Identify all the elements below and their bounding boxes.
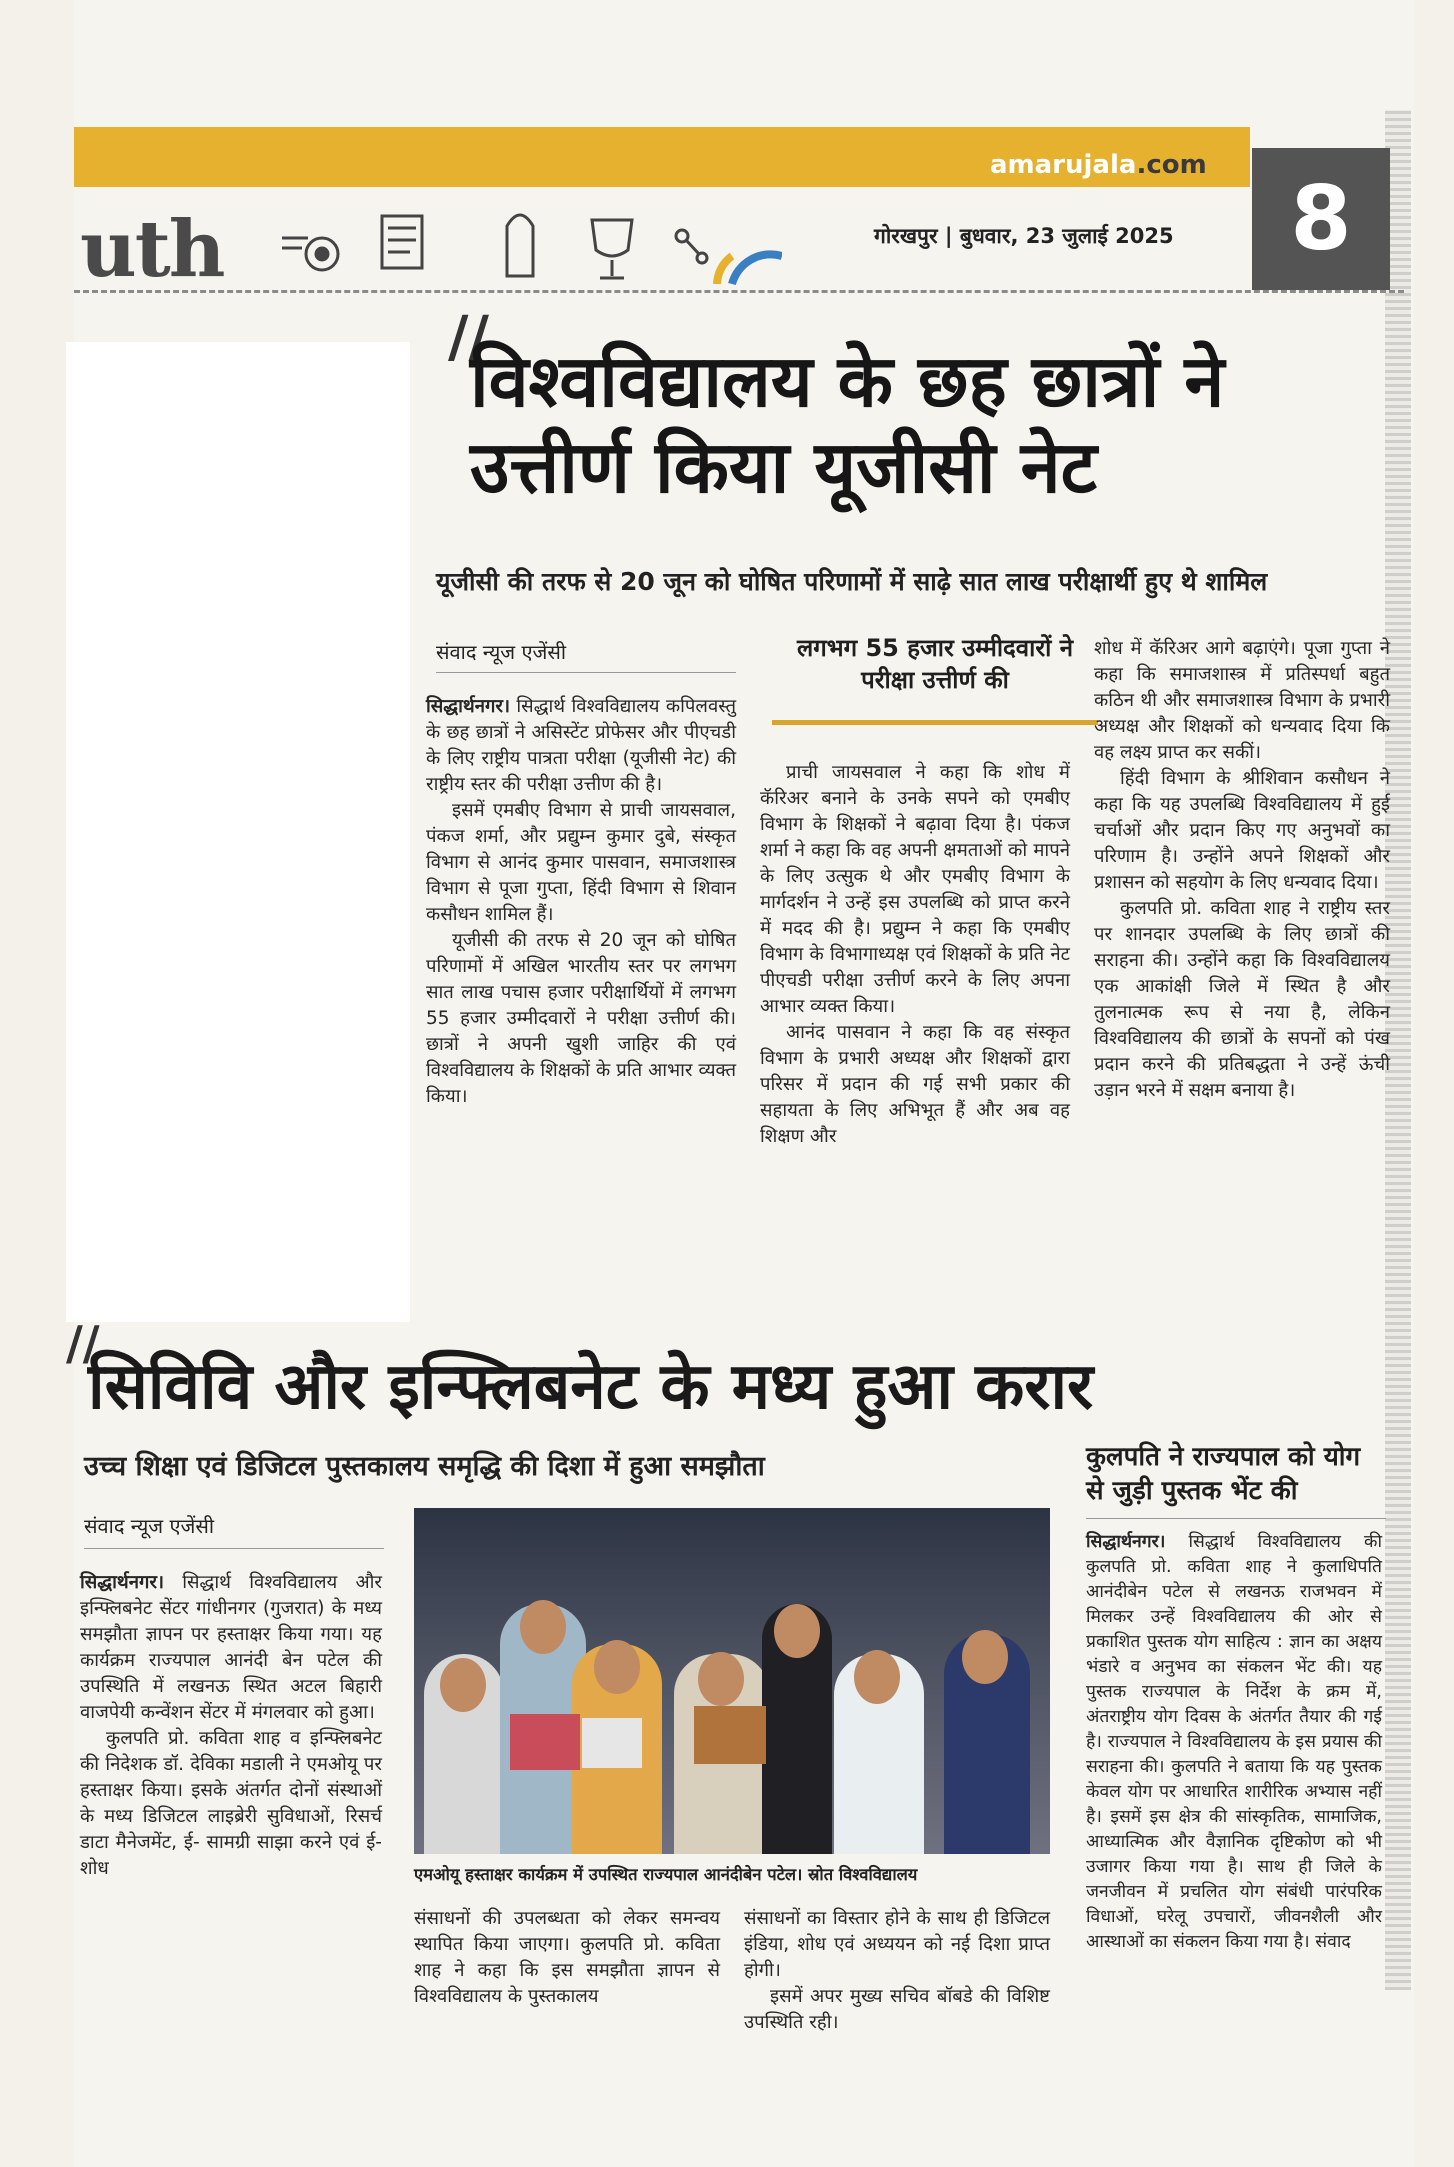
pull-quote-bar [772, 720, 1098, 725]
story1-subheadline: यूजीसी की तरफ से 20 जून को घोषित परिणामों में साढ़े सात लाख परीक्षार्थी हुए थे शामिल [436, 567, 1268, 596]
story1-column-1: सिद्धार्थनगर। सिद्धार्थ विश्वविद्यालय कपिलवस्तु के छह छात्रों ने असिस्टेंट प्रोफेसर और पीएचडी के लिए राष्ट्रीय पात्रता परीक्षा (यूजीसी नेट) की राष्ट्रीय स्तर की परीक्षा उत्तीण की है। इसमें एमबीए विभाग से प्राची जायसवाल, पंकज शर्मा, और प्रद्युम्न कुमार दुबे, संस्कृत विभाग से आनंद कुमार पासवान, समाजशास्त्र विभाग से पूजा गुप्ता, हिंदी विभाग से शिवान कसौधन शामिल हैं। यूजीसी की तरफ से 20 जून को घोषित परिणामों में अखिल भारतीय स्तर पर लगभग सात लाख पचास हजार परीक्षार्थियों में लगभग 55 हजार उम्मीदवारों ने परीक्षा उत्तीर्ण की। छात्रों ने अपनी खुशी जाहिर की एवं विश्वविद्यालय के शिक्षकों के प्रति आभार व्यक्त किया। [426, 696, 736, 1107]
story2-byline: संवाद न्यूज एजेंसी [84, 1514, 215, 1538]
story1-column-3: शोध में कॅरिअर आगे बढ़ाएंगे। पूजा गुप्ता ने कहा कि समाजशास्त्र में प्रतिस्पर्धा बहुत कठिन थी और समाजशास्त्र विभाग के प्रभारी अध्यक्ष और शिक्षकों को धन्यवाद दिया कि वह लक्ष्य प्राप्त कर सकीं। हिंदी विभाग के श्रीशिवान कसौधन ने कहा कि यह उपलब्धि विश्वविद्यालय में हुई चर्चाओं और प्रदान किए गए अनुभवों का परिणाम है। उन्होंने अपने शिक्षकों और प्रशासन को सहयोग के लिए धन्यवाद दिया। कुलपति प्रो. कविता शाह ने राष्ट्रीय स्तर पर शानदार उपलब्धि के लिए छात्रों की सराहना की। उन्होंने कहा कि विश्वविद्यालय एक आकांक्षी जिले में स्थित है और तुलनात्मक रूप से नया है, लेकिन विश्वविद्यालय की छात्रों के सपनों को पंख प्रदान करने की प्रतिबद्धता ने उन्हें ऊंची उड़ान भरने में सक्षम बनाया है। [1094, 638, 1390, 1101]
story3-rule [1086, 1518, 1386, 1519]
trophy-icon [592, 220, 632, 256]
headline-mark: // [66, 1316, 100, 1370]
dateline: गोरखपुर | बुधवार, 23 जुलाई 2025 [874, 224, 1174, 248]
byline-rule [84, 1548, 384, 1549]
mou-signing-photo [414, 1508, 1050, 1854]
story2-column-2: संसाधनों की उपलब्धता को लेकर समन्वय स्थापित किया जाएगा। कुलपति प्रो. कविता शाह ने कहा कि इस समझौता ज्ञापन से विश्वविद्यालय के पुस्तकालय [414, 1908, 720, 2007]
page-number: 8 [1252, 148, 1390, 290]
byline-rule [436, 672, 736, 673]
rocket-icon [507, 215, 533, 276]
story3-body: सिद्धार्थनगर। सिद्धार्थ विश्वविद्यालय की कुलपति प्रो. कविता शाह ने कुलाधिपति आनंदीबेन पटेल से लखनऊ राजभवन में मिलकर उन्हें विश्वविद्यालय की ओर से प्रकाशित पुस्तक योग साहित्य : ज्ञान का अक्षय भंडारे व अनुभव का संकलन भेंट की। यह पुस्तक राज्यपाल के निर्देश के क्रम में, अंतराष्ट्रीय योग दिवस के अंतर्गत तैयार की गई है। राज्यपाल ने विश्वविद्यालय के इस प्रयास की सराहना की। कुलपति ने बताया कि यह पुस्तक केवल योग पर आधारित शारीरिक अभ्यास नहीं है। इसमें इस क्षेत्र की सांस्कृतिक, सामाजिक, आध्यात्मिक और वैज्ञानिक दृष्टिकोण को भी उजागर किया गया है। साथ ही जिले के जनजीवन में प्रचलित योग संबंधी पारंपरिक विधाओं, घरेलू उपचारों, जीवनशैली और आस्थाओं का संकलन किया गया है। संवाद [1086, 1532, 1382, 1952]
gauge-icon [732, 254, 782, 284]
section-illustration [262, 196, 782, 286]
story2-subheadline: उच्च शिक्षा एवं डिजिटल पुस्तकालय समृद्धि की दिशा में हुआ समझौता [84, 1451, 765, 1482]
masked-area [66, 342, 410, 1322]
story1-byline: संवाद न्यूज एजेंसी [436, 640, 567, 664]
story2-column-1: सिद्धार्थनगर। सिद्धार्थ विश्वविद्यालय और इन्फ्लिबनेट सेंटर गांधीनगर (गुजरात) के मध्य समझौता ज्ञापन पर हस्ताक्षर किया गया। यह कार्यक्रम राज्यपाल आनंदी बेन पटेल की उपस्थिति में लखनऊ स्थित अटल बिहारी वाजपेयी कन्वेंशन सेंटर में मंगलवार को हुआ। कुलपति प्रो. कविता शाह व इन्फ्लिबनेट की निदेशक डॉ. देविका मडाली ने एमओयू पर हस्ताक्षर किया। इसके अंतर्गत दोनों संस्थाओं के मध्य डिजिटल लाइब्रेरी सुविधाओं, रिसर्च डाटा मैनेजमेंट, ई- सामग्री साझा करने एवं ई- शोध [80, 1572, 382, 1879]
header-divider [74, 290, 1404, 293]
story1-pull-quote: लगभग 55 हजार उम्मीदवारों ने परीक्षा उत्तीर्ण की [796, 634, 1074, 694]
checklist-icon [382, 216, 422, 268]
story2-column-3: संसाधनों का विस्तार होने के साथ ही डिजिटल इंडिया, शोध एवं अध्ययन को नई दिशा प्राप्त होगी। इसमें अपर मुख्य सचिव बॉबडे की विशिष्ट उपस्थिति रही। [744, 1908, 1050, 2033]
story1-headline: विश्वविद्यालय के छह छात्रों ने उत्तीर्ण किया यूजीसी नेट [470, 339, 1225, 509]
site-logo: amarujala.com [990, 150, 1207, 180]
section-title: uth [80, 204, 224, 295]
photo-caption: एमओयू हस्ताक्षर कार्यक्रम में उपस्थित राज्यपाल आनंदीबेन पटेल। स्रोत विश्वविद्यालय [414, 1865, 918, 1884]
story2-headline: सिविवि और इन्फ्लिबनेट के मध्य हुआ करार [88, 1350, 1094, 1424]
headline-mark: // [448, 305, 489, 370]
story1-column-2: प्राची जायसवाल ने कहा कि शोध में कॅरिअर बनाने के उनके सपने को एमबीए विभाग के शिक्षकों ने बढ़ावा दिया है। पंकज शर्मा ने कहा कि वह अपनी क्षमताओं को मापने के लिए उत्सुक थे और एमबीए विभाग के मार्गदर्शन ने उन्हें इस उपलब्धि को प्राप्त करने में मदद की है। प्रद्युम्न ने कहा कि एमबीए विभाग के विभागाध्यक्ष एवं शिक्षकों के प्रति नेट पीएचडी परीक्षा उत्तीर्ण करने के लिए अपना आभार व्यक्त किया। आनंद पासवान ने कहा कि वह संस्कृत विभाग के प्रभारी अध्यक्ष और शिक्षकों द्वारा परिसर में प्रदान की गई सभी प्रकार की सहायता के लिए अभिभूत हैं और अब वह शिक्षण और [760, 762, 1070, 1147]
story3-headline: कुलपति ने राज्यपाल को योग से जुड़ी पुस्तक भेंट की [1086, 1442, 1361, 1506]
